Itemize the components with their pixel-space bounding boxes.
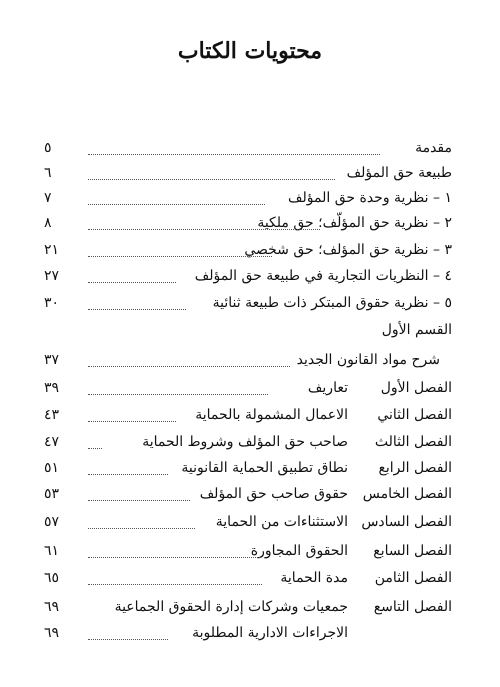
toc-entry-label: ٣ – نظرية حق المؤلف؛ حق شخصي	[244, 242, 452, 258]
toc-entry-label: حقوق صاحب حق المؤلف	[199, 486, 348, 502]
toc-entry-label: الاجراءات الادارية المطلوبة	[192, 625, 348, 641]
toc-page-number: ٦٩	[44, 625, 60, 641]
toc-row	[0, 541, 500, 565]
toc-page-number: ٣٩	[44, 380, 60, 396]
toc-entry-label: جمعيات وشركات إدارة الحقوق الجماعية	[114, 599, 348, 615]
toc-page-number: ٨	[44, 215, 52, 231]
toc-entry-label: ٤ – النظريات التجارية في طبيعة حق المؤلف	[194, 268, 452, 284]
toc-entry-label: نطاق تطبيق الحماية القانونية	[181, 460, 348, 476]
toc-row	[0, 163, 500, 187]
toc-page-number: ٣٧	[44, 352, 60, 368]
toc-page-number: ٦٥	[44, 570, 60, 586]
toc-row	[0, 378, 500, 402]
toc-dot-leader	[88, 545, 260, 558]
toc-row	[0, 512, 500, 536]
toc-row	[0, 458, 500, 482]
toc-row	[0, 240, 500, 264]
toc-row	[0, 597, 500, 621]
toc-row	[0, 484, 500, 508]
toc-page-number: ٥٣	[44, 486, 60, 502]
toc-row	[0, 188, 500, 212]
toc-row	[0, 138, 500, 162]
toc-dot-leader	[88, 436, 102, 449]
toc-entry-label: مدة الحماية	[280, 570, 348, 586]
toc-chapter-label: الفصل الخامس	[362, 486, 452, 502]
toc-entry-label: شرح مواد القانون الجديد	[296, 352, 440, 368]
toc-chapter-label: الفصل الثاني	[377, 407, 452, 423]
toc-dot-leader	[88, 516, 195, 529]
toc-entry-label: الاعمال المشمولة بالحماية	[195, 407, 348, 423]
toc-dot-leader	[88, 217, 320, 230]
toc-entry-label: ١ – نظرية وحدة حق المؤلف	[288, 190, 452, 206]
toc-dot-leader	[88, 142, 380, 155]
toc-page-number: ٤٣	[44, 407, 60, 423]
toc-dot-leader	[88, 409, 176, 422]
toc-chapter-label: الفصل الأول	[380, 380, 452, 396]
toc-dot-leader	[88, 382, 268, 395]
toc-row	[0, 320, 500, 344]
toc-chapter-label: الفصل السابع	[373, 543, 452, 559]
toc-page-number: ٧	[44, 190, 52, 206]
toc-entry-label: ٢ – نظرية حق المؤلّف؛ حق ملكية	[257, 215, 452, 231]
toc-page-number: ٦	[44, 165, 52, 181]
toc-chapter-label: الفصل الثامن	[374, 570, 452, 586]
toc-dot-leader	[88, 167, 335, 180]
toc-row	[0, 293, 500, 317]
toc-entry-label: مقدمة	[415, 140, 452, 156]
page-title: محتويات الكتاب	[177, 38, 323, 64]
toc-dot-leader	[88, 297, 186, 310]
toc-page-number: ٥١	[44, 460, 60, 476]
toc-entry-label: طبيعة حق المؤلف	[346, 165, 452, 181]
toc-page-number: ٥٧	[44, 514, 60, 530]
toc-row	[0, 405, 500, 429]
toc-entry-label: تعاريف	[307, 380, 348, 396]
toc-page-number: ٢١	[44, 242, 60, 258]
toc-entry-label: ٥ – نظرية حقوق المبتكر ذات طبيعة ثنائية	[212, 295, 452, 311]
toc-dot-leader	[88, 488, 190, 501]
toc-chapter-label: الفصل السادس	[361, 514, 452, 530]
toc-dot-leader	[88, 270, 176, 283]
toc-dot-leader	[88, 572, 262, 585]
toc-chapter-label: الفصل الرابع	[378, 460, 452, 476]
toc-page-number: ٦١	[44, 543, 60, 559]
toc-row	[0, 568, 500, 592]
toc-entry-label: صاحب حق المؤلف وشروط الحماية	[142, 434, 348, 450]
toc-row	[0, 350, 500, 374]
toc-dot-leader	[88, 627, 168, 640]
toc-page-number: ٢٧	[44, 268, 60, 284]
toc-entry-label: الحقوق المجاورة	[250, 543, 348, 559]
toc-page-number: ٣٠	[44, 295, 60, 311]
toc-page-number: ٦٩	[44, 599, 60, 615]
toc-chapter-label: الفصل الثالث	[374, 434, 452, 450]
toc-chapter-label: الفصل التاسع	[373, 599, 452, 615]
toc-dot-leader	[88, 244, 272, 257]
toc-row	[0, 266, 500, 290]
toc-page-number: ٤٧	[44, 434, 60, 450]
toc-entry-label: القسم الأول	[381, 322, 452, 338]
toc-row	[0, 213, 500, 237]
toc-page-number: ٥	[44, 140, 52, 156]
toc-dot-leader	[88, 354, 290, 367]
toc-entry-label: الاستثناءات من الحماية	[215, 514, 348, 530]
toc-row	[0, 432, 500, 456]
toc-dot-leader	[88, 462, 168, 475]
toc-row	[0, 623, 500, 647]
toc-dot-leader	[88, 192, 265, 205]
